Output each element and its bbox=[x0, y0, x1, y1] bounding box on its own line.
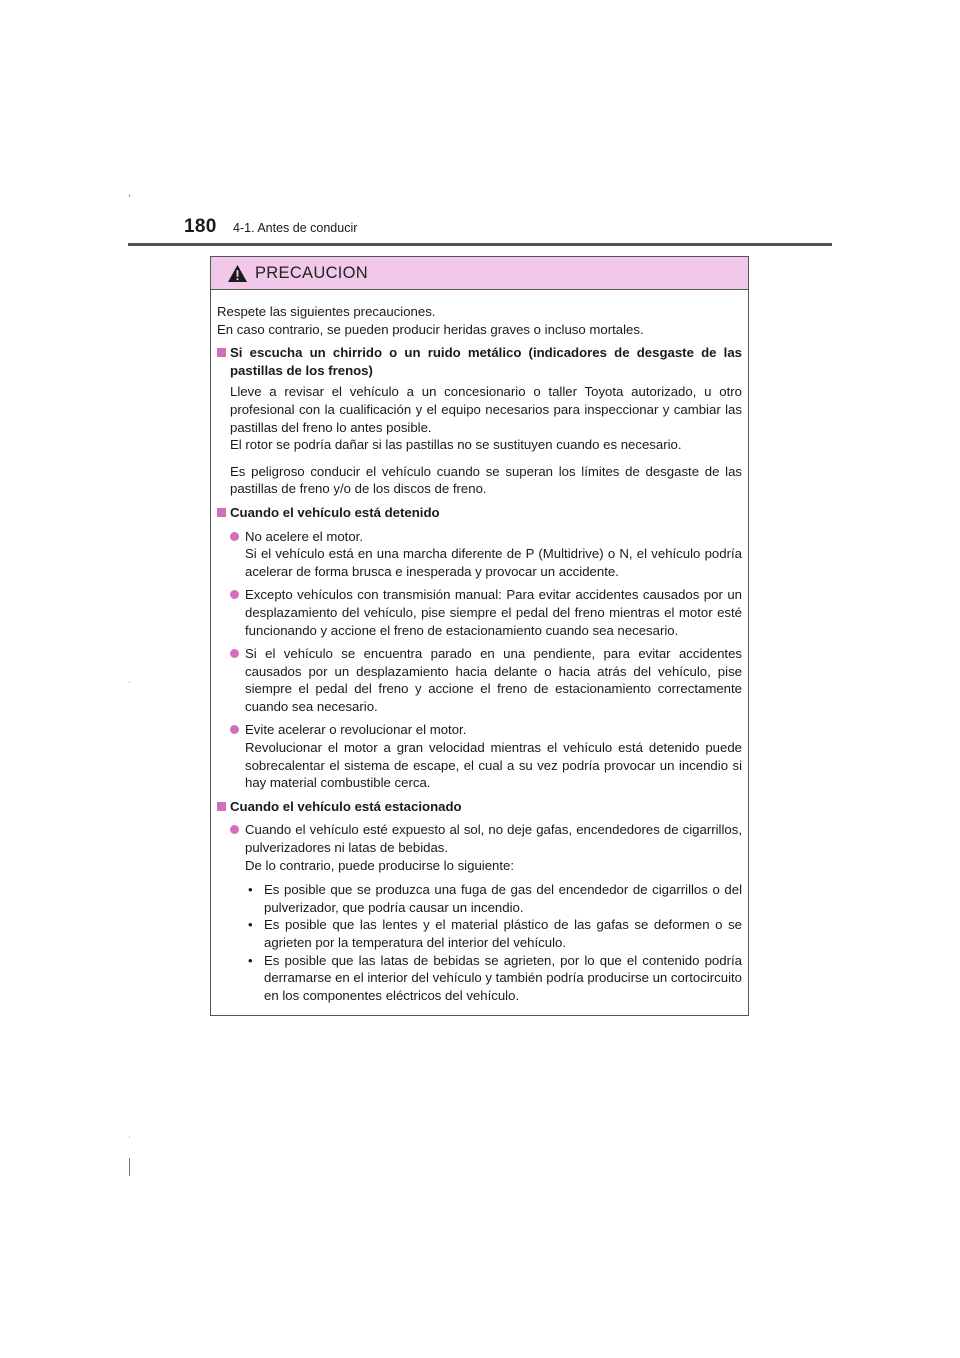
circle-bullet-icon bbox=[230, 649, 239, 658]
crop-mark bbox=[129, 681, 130, 683]
section-heading bbox=[217, 344, 742, 379]
list-item bbox=[230, 645, 742, 715]
paragraph-line: Lleve a revisar el vehículo a un concesionario o taller Toyota autorizado, u otro profesional con la cualificación y el equipo necesarios para inspeccionar y cambiar las pastillas del freno lo antes posible. bbox=[230, 384, 742, 435]
intro-line: Respete las siguientes precauciones. bbox=[217, 304, 436, 319]
section-paragraph bbox=[230, 383, 742, 453]
crop-mark bbox=[129, 1158, 130, 1176]
section-title-text: Cuando el vehículo está detenido bbox=[230, 504, 440, 520]
section-title: 4-1. Antes de conducir bbox=[233, 221, 358, 235]
sub-list bbox=[245, 881, 742, 1004]
caution-title: PRECAUCION bbox=[255, 263, 369, 282]
caution-header bbox=[211, 257, 748, 290]
circle-bullet-icon bbox=[230, 590, 239, 599]
circle-bullet-icon bbox=[230, 532, 239, 541]
section-title-text: Si escucha un chirrido o un ruido metálico (indicadores de desgaste de las pastillas de los frenos) bbox=[230, 345, 742, 378]
bullet-dot-icon: • bbox=[248, 917, 253, 933]
item-line: No acelere el motor. bbox=[245, 528, 364, 544]
caution-section-parked bbox=[217, 798, 742, 1005]
intro-line: En caso contrario, se pueden producir heridas graves o incluso mortales. bbox=[217, 321, 644, 337]
square-bullet-icon bbox=[217, 802, 226, 811]
sub-item-text: Es posible que se produzca una fuga de gas del encendedor de cigarrillos o del pulverizador, que podría causar un incendio. bbox=[264, 882, 742, 915]
section-paragraph: Es peligroso conducir el vehículo cuando se superan los límites de desgaste de las pastillas de freno y/o de los discos de freno. bbox=[230, 463, 742, 497]
item-line: Si el vehículo está en una marcha diferente de P (Multidrive) o N, el vehículo podría acelerar de forma brusca e inesperada y provocar un accidente. bbox=[245, 546, 742, 579]
item-line: Excepto vehículos con transmisión manual: Para evitar accidentes causados por un desplazamiento del vehículo, pise siempre el pedal del freno mientras el motor esté funcionando y accione el freno de estacionamiento cuando sea necesario. bbox=[245, 587, 742, 638]
square-bullet-icon bbox=[217, 508, 226, 517]
list-item bbox=[230, 586, 742, 639]
sub-list-item bbox=[245, 952, 742, 1005]
list-item-text bbox=[245, 645, 742, 715]
crop-mark bbox=[129, 1136, 130, 1138]
item-line: Revolucionar el motor a gran velocidad mientras el vehículo está detenido puede sobrecalentar el sistema de escape, el cual a su vez podría provocar un incendio si hay material combustible cerca. bbox=[245, 740, 742, 791]
list-item-text bbox=[245, 721, 742, 791]
caution-section-brake-wear bbox=[217, 344, 742, 498]
list-item bbox=[230, 721, 742, 791]
item-line: Cuando el vehículo esté expuesto al sol, no deje gafas, encendedores de cigarrillos, pulverizadores ni latas de bebidas. bbox=[245, 822, 742, 856]
item-line: Evite acelerar o revolucionar el motor. bbox=[245, 722, 467, 738]
crop-mark bbox=[129, 194, 131, 197]
circle-bullet-icon bbox=[230, 825, 239, 834]
sub-item-text: Es posible que las latas de bebidas se agrieten, por lo que el contenido podría derramarse en el interior del vehículo y también podría producirse un cortocircuito en los componentes eléctricos del vehículo. bbox=[264, 952, 742, 1003]
caution-box bbox=[210, 256, 749, 1016]
sub-item-text: Es posible que las lentes y el material plástico de las gafas se deformen o se agrieten por la temperatura del interior del vehículo. bbox=[264, 917, 742, 950]
bullet-dot-icon: • bbox=[248, 882, 253, 898]
list-item bbox=[230, 528, 742, 581]
caution-section-stopped bbox=[217, 504, 742, 792]
list-item-text bbox=[245, 821, 742, 1004]
paragraph-line: El rotor se podría dañar si las pastillas no se sustituyen cuando es necesario. bbox=[230, 437, 682, 453]
bullet-dot-icon: • bbox=[248, 952, 253, 968]
sub-list-item bbox=[245, 916, 742, 951]
section-title-text: Cuando el vehículo está estacionado bbox=[230, 798, 462, 814]
list-item bbox=[230, 821, 742, 1004]
item-line: De lo contrario, puede producirse lo siguiente: bbox=[245, 857, 515, 873]
item-line: Si el vehículo se encuentra parado en una pendiente, para evitar accidentes causados por un desplazamiento hacia delante o hacia atrás del vehículo, pise siempre el pedal del freno y accione el freno de estacionamiento correctamente cuando sea necesario. bbox=[245, 646, 742, 714]
section-heading bbox=[217, 504, 742, 522]
list-item-text bbox=[245, 528, 742, 581]
circle-bullet-icon bbox=[230, 725, 239, 734]
header-divider bbox=[128, 243, 832, 246]
square-bullet-icon bbox=[217, 348, 226, 357]
warning-triangle-icon bbox=[227, 264, 248, 283]
caution-body bbox=[211, 290, 748, 1004]
section-heading bbox=[217, 798, 742, 816]
caution-intro bbox=[217, 303, 742, 338]
page-number: 180 bbox=[184, 216, 217, 237]
sub-list-item bbox=[245, 881, 742, 916]
list-item-text bbox=[245, 586, 742, 639]
